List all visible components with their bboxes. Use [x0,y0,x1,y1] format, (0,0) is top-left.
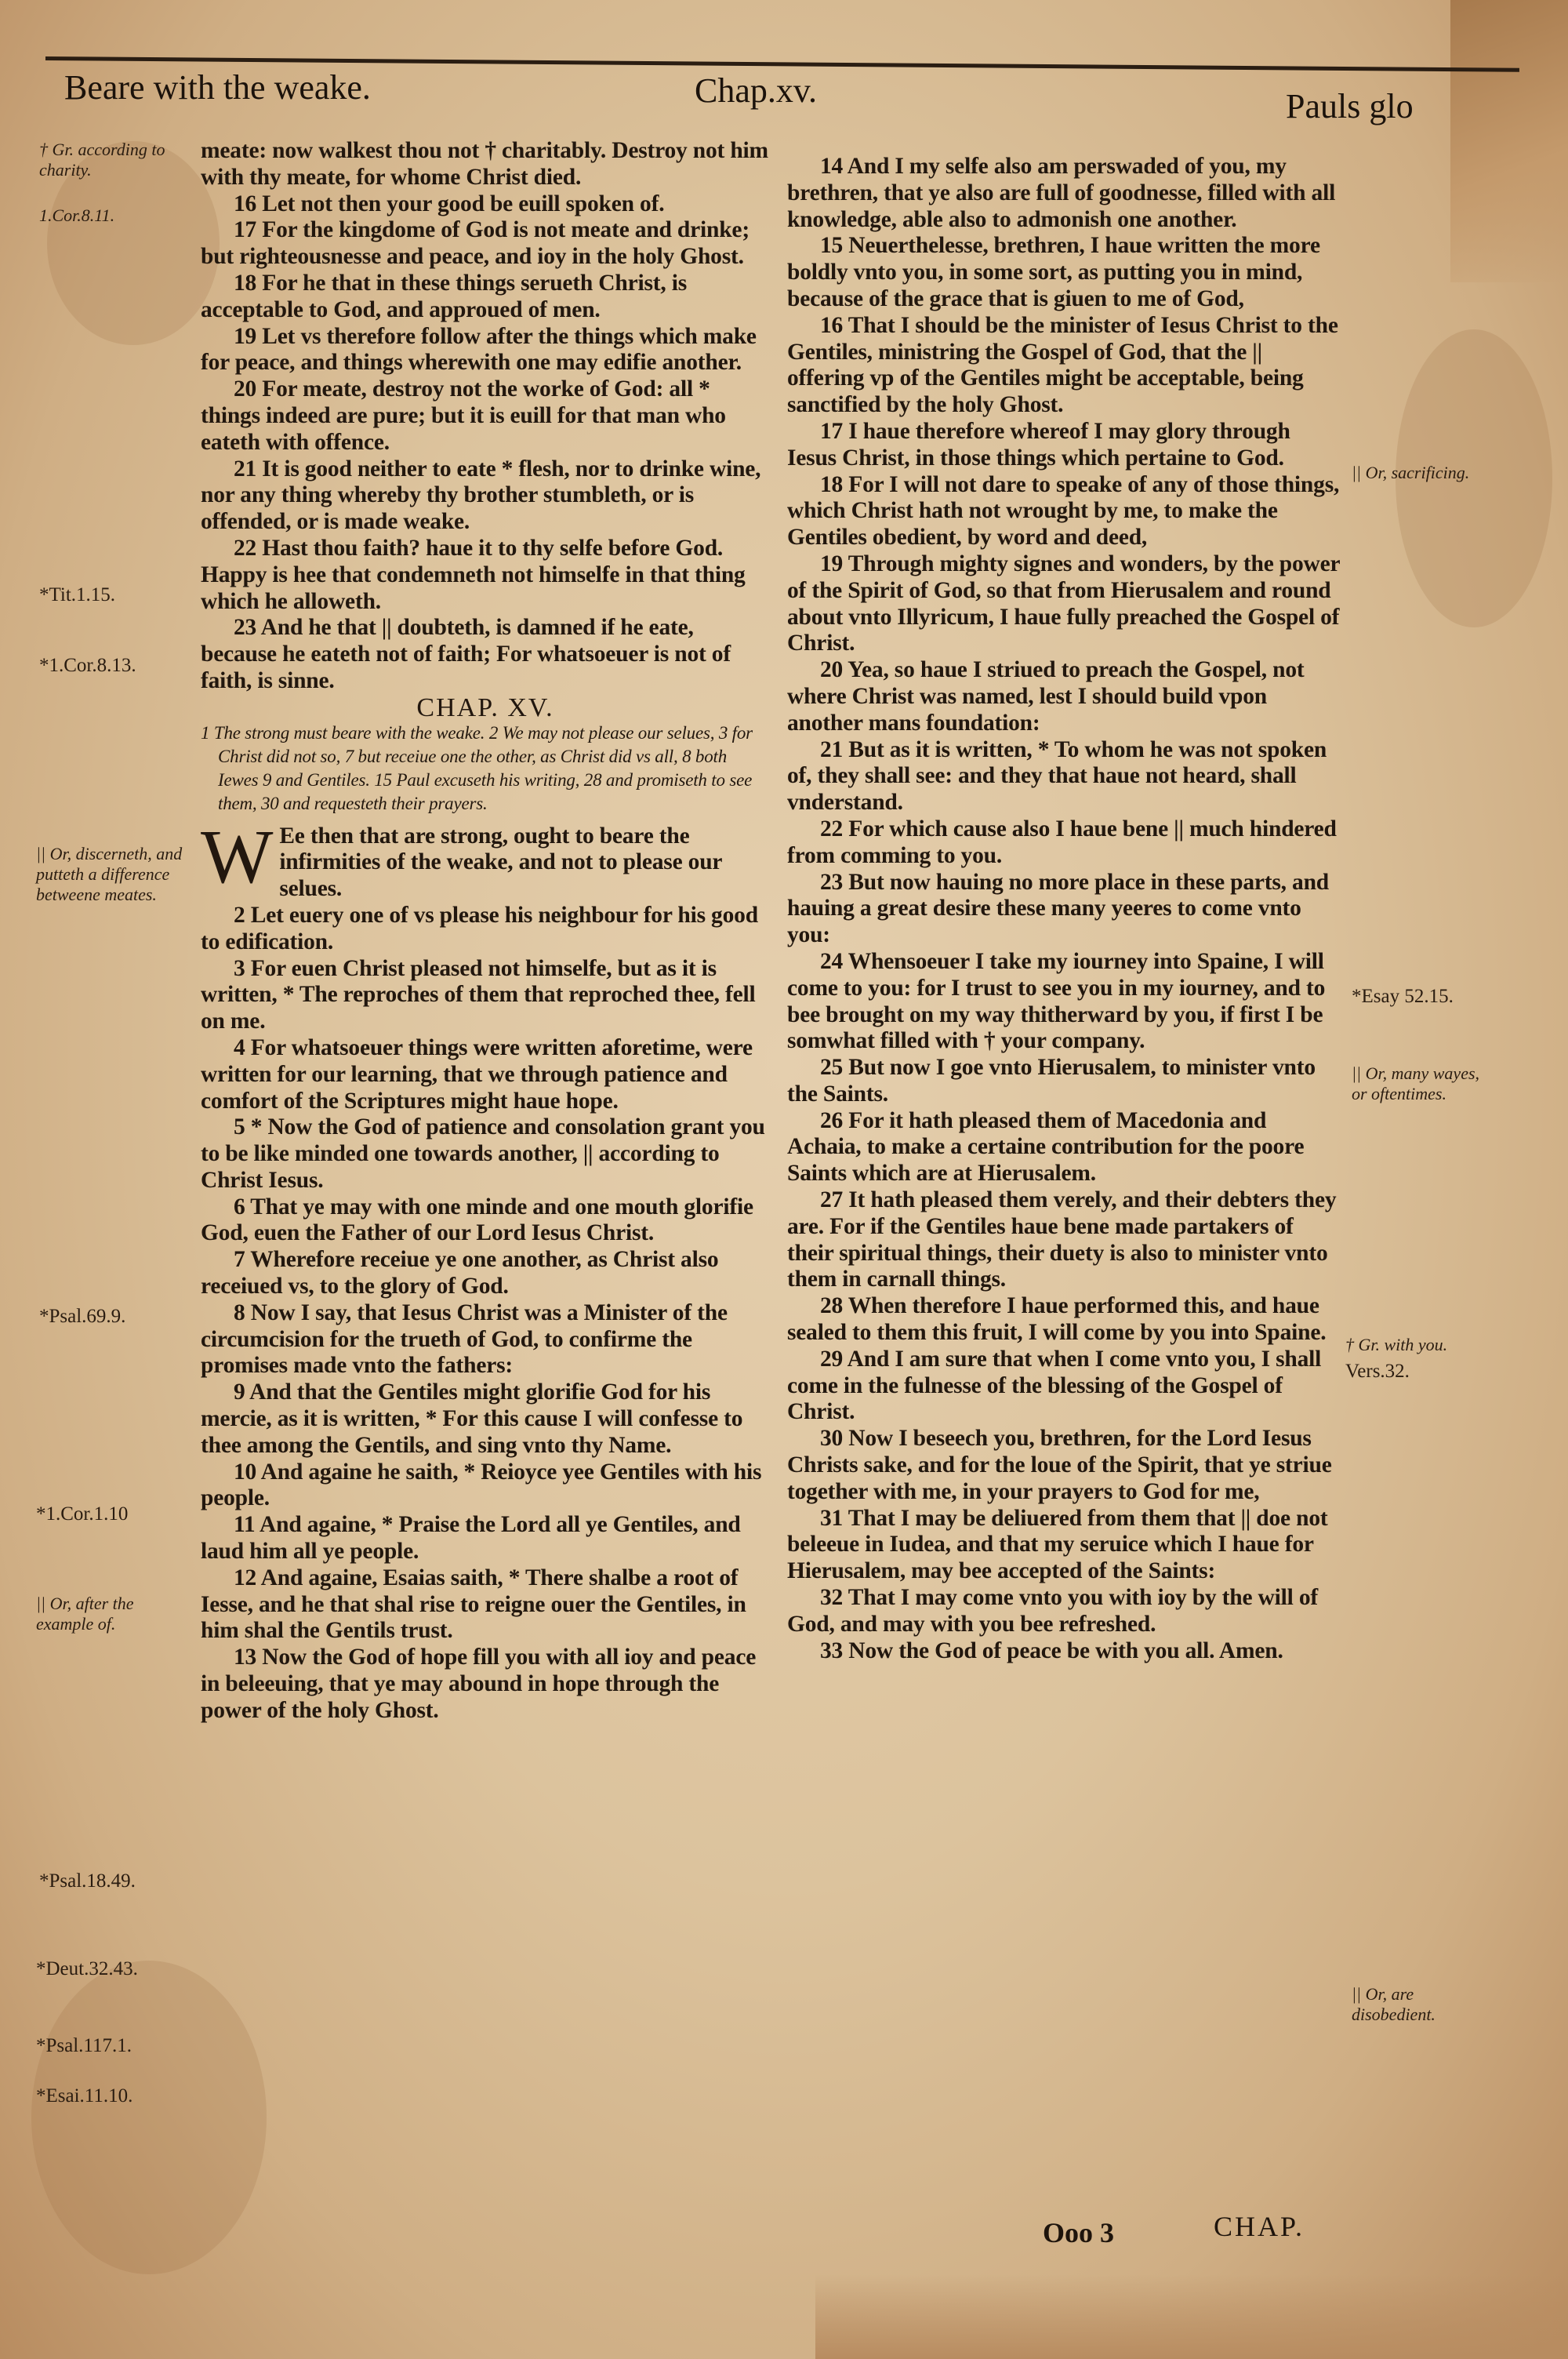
margin-note-esay-52-15: *Esay 52.15. [1352,986,1454,1007]
right-column [787,154,1341,1664]
verse: 6 That ye may with one minde and one mouth glorifie God, euen the Father of our Lord Iesus Christ. [201,1194,753,1246]
verse: 20 Yea, so haue I striued to preach the Gospel, not where Christ was named, lest I should build vpon another mans foundation: [787,657,1305,736]
margin-note-gr-charity: † Gr. according to charity. [39,140,165,180]
verse: 10 And againe he saith, * Reioyce yee Gentiles with his people. [201,1459,762,1511]
signature-mark: Ooo 3 [1043,2217,1115,2248]
margin-note-discerneth: || Or, discerneth, and putteth a difference betweene meates. [36,844,183,904]
verse: 24 Whensoeuer I take my iourney into Spaine, I will come to you: for I trust to see you in my iourney, and to bee brought on my way thitherward by you, if first I be somwhat filled with † your company. [787,948,1326,1054]
verse: 29 And I am sure that when I come vnto you, I shall come in the fulnesse of the blessing of the Gospel of Christ. [787,1346,1322,1425]
verse: 15 Neuerthelesse, brethren, I haue written the more boldly vnto you, in some sort, as putting you in mind, because of the grace that is giuen to me of God, [787,233,1320,311]
running-head-right: Pauls glo [1286,87,1414,125]
verse: 23 And he that || doubteth, is damned if he eate, because he eateth not of faith; For whatsoeuer is not of faith, is sinne. [201,615,731,693]
verse: 18 For he that in these things serueth Christ, is acceptable to God, and approued of men. [201,270,688,322]
running-head-left: Beare with the weake. [64,68,371,107]
verse: 4 For whatsoeuer things were written aforetime, were written for our learning, that we through patience and comfort of the Scriptures might haue hope. [201,1034,753,1114]
verse: 17 For the kingdome of God is not meate and drinke; but righteousnesse and peace, and ioy in the holy Ghost. [201,217,750,270]
margin-note-cor-8-13: *1.Cor.8.13. [39,655,136,676]
margin-note-esai-11-10: *Esai.11.10. [36,2085,133,2106]
margin-note-psal-18-49: *Psal.18.49. [39,1870,136,1892]
verse: 19 Let vs therefore follow after the things which make for peace, and things wherewith one may edifie another. [201,323,757,376]
verse: 12 And againe, Esaias saith, * There shalbe a root of Iesse, and he that shal rise to reigne ouer the Gentiles, in him shal the Gentils trust. [201,1565,746,1644]
verse: 3 For euen Christ pleased not himselfe, but as it is written, * The reproches of them that reproched thee, fell on me. [201,955,756,1034]
verse: 7 Wherefore receiue ye one another, as Christ also receiued vs, to the glory of God. [201,1247,719,1299]
margin-note-tit-1-15: *Tit.1.15. [39,584,116,605]
running-head-chapter: Chap.xv. [695,71,818,110]
verse: 14 And I my selfe also am perswaded of you, my brethren, that ye also are full of goodnesse, filled with all knowledge, able also to admonish one another. [787,154,1336,232]
verse: 17 I haue therefore whereof I may glory through Iesus Christ, in those things which pertaine to God. [787,418,1290,471]
verse: 21 It is good neither to eate * flesh, nor to drinke wine, nor any thing whereby thy brother stumbleth, or is offended, or is made weake. [201,456,761,535]
page-edge [815,2274,1568,2359]
catchword: CHAP. [1214,2211,1305,2242]
chapter-heading: CHAP. XV. [416,692,554,722]
margin-note-psal-117-1: *Psal.117.1. [36,2035,132,2056]
verse: 32 That I may come vnto you with ioy by the will of God, and may with you bee refreshed. [787,1585,1318,1637]
verse: 33 Now the God of peace be with you all. Amen. [820,1637,1283,1663]
verse: 2 Let euery one of vs please his neighbour for his good to edification. [201,902,758,954]
verse: 19 Through mighty signes and wonders, by the power of the Spirit of God, so that from Hierusalem and round about vnto Illyricum, I haue fully preached the Gospel of Christ. [787,551,1340,656]
verse: 8 Now I say, that Iesus Christ was a Minister of the circumcision for the trueth of God, to confirme the promises made vnto the fathers: [201,1299,728,1379]
verse: 28 When therefore I haue performed this, and haue sealed to them this fruit, I will come by you into Spaine. [787,1293,1327,1346]
verse: 26 For it hath pleased them of Macedonia and Achaia, to make a certaine contribution for the poore Saints which are at Hierusalem. [787,1107,1305,1187]
verse: 16 Let not then your good be euill spoken of. [234,191,665,216]
left-column [201,138,770,1725]
margin-note-gr-with-you: † Gr. with you. [1345,1335,1448,1354]
verse: 21 But as it is written, * To whom he was not spoken of, they shall see: and they that haue not heard, shall vnderstand. [787,736,1327,816]
verse-1-text: Ee then that are strong, ought to beare the infirmities of the weake, and not to please our selues. [279,823,722,902]
verse: 9 And that the Gentiles might glorifie God for his mercie, as it is written, * For this cause I will confesse to thee among the Gentils, and sing vnto thy Name. [201,1379,743,1458]
margin-note-disobedient: || Or, are disobedient. [1352,1984,1436,2024]
margin-note-after-example: || Or, after the example of. [36,1594,134,1634]
verse: 22 Hast thou faith? haue it to thy selfe before God. Happy is hee that condemneth not himselfe in that thing which he alloweth. [201,535,746,614]
verse: 31 That I may be deliuered from them that || doe not beleeue in Iudea, and that my seruice which I haue for Hierusalem, may bee accepted of the Saints: [787,1505,1328,1584]
verse: 18 For I will not dare to speake of any of those things, which Christ hath not wrought by me, to make the Gentiles obedient, by word and deed, [787,471,1340,551]
folded-corner [1450,0,1568,282]
margin-note-many-wayes: || Or, many wayes, or oftentimes. [1352,1063,1480,1103]
verse: 22 For which cause also I haue bene || much hindered from comming to you. [787,816,1337,868]
margin-note-cor-8-11: 1.Cor.8.11. [39,205,115,225]
verse: 20 For meate, destroy not the worke of God: all * things indeed are pure; but it is euill for that man who eateth with offence. [201,376,726,455]
margin-note-cor-1-10: *1.Cor.1.10 [36,1503,129,1525]
margin-note-deut-32-43: *Deut.32.43. [36,1958,138,1979]
verse-1 [201,814,770,903]
verse: meate: now walkest thou not † charitably. Destroy not him with thy meate, for whome Christ died. [201,138,768,190]
margin-note-psal-69-9: *Psal.69.9. [39,1306,126,1327]
verse: 27 It hath pleased them verely, and their debters they are. For if the Gentiles haue bene made partakers of their spiritual things, their duety is also to minister vnto them in carnall things. [787,1187,1337,1292]
verse: 30 Now I beseech you, brethren, for the Lord Iesus Christs sake, and for the loue of the Spirit, that ye striue together with me, in your prayers to God for me, [787,1426,1332,1504]
verse: 16 That I should be the minister of Iesus Christ to the Gentiles, ministring the Gospel of God, that the || offering vp of the Gentiles might be acceptable, being sanctified by the holy Ghost. [787,312,1338,418]
verse: 13 Now the God of hope fill you with all ioy and peace in beleeuing, that ye may abound in hope through the power of the holy Ghost. [201,1645,757,1723]
verse: 23 But now hauing no more place in these parts, and hauing a great desire these many yeeres to come vnto you: [787,869,1329,948]
margin-note-vers-32: Vers.32. [1345,1361,1410,1382]
paper-stain [31,1958,267,2274]
chapter-summary: 1 The strong must beare with the weake. 2 We may not please our selues, 3 for Christ did not so, 7 but receiue one the other, as Christ did vs all, 8 both Iewes 9 and Gentiles. 15 Paul excuseth his writing, 28 and promiseth to see them, 30 and requesteth their prayers. [201,722,753,813]
verse: 25 But now I goe vnto Hierusalem, to minister vnto the Saints. [787,1055,1316,1107]
verse: 5 * Now the God of patience and consolation grant you to be like minded one towards another, || according to Christ Iesus. [201,1114,765,1193]
verse: 11 And againe, * Praise the Lord all ye Gentiles, and laud him all ye people. [201,1512,741,1565]
drop-capital: W [201,814,274,900]
margin-note-sacrificing: || Or, sacrificing. [1352,463,1470,482]
